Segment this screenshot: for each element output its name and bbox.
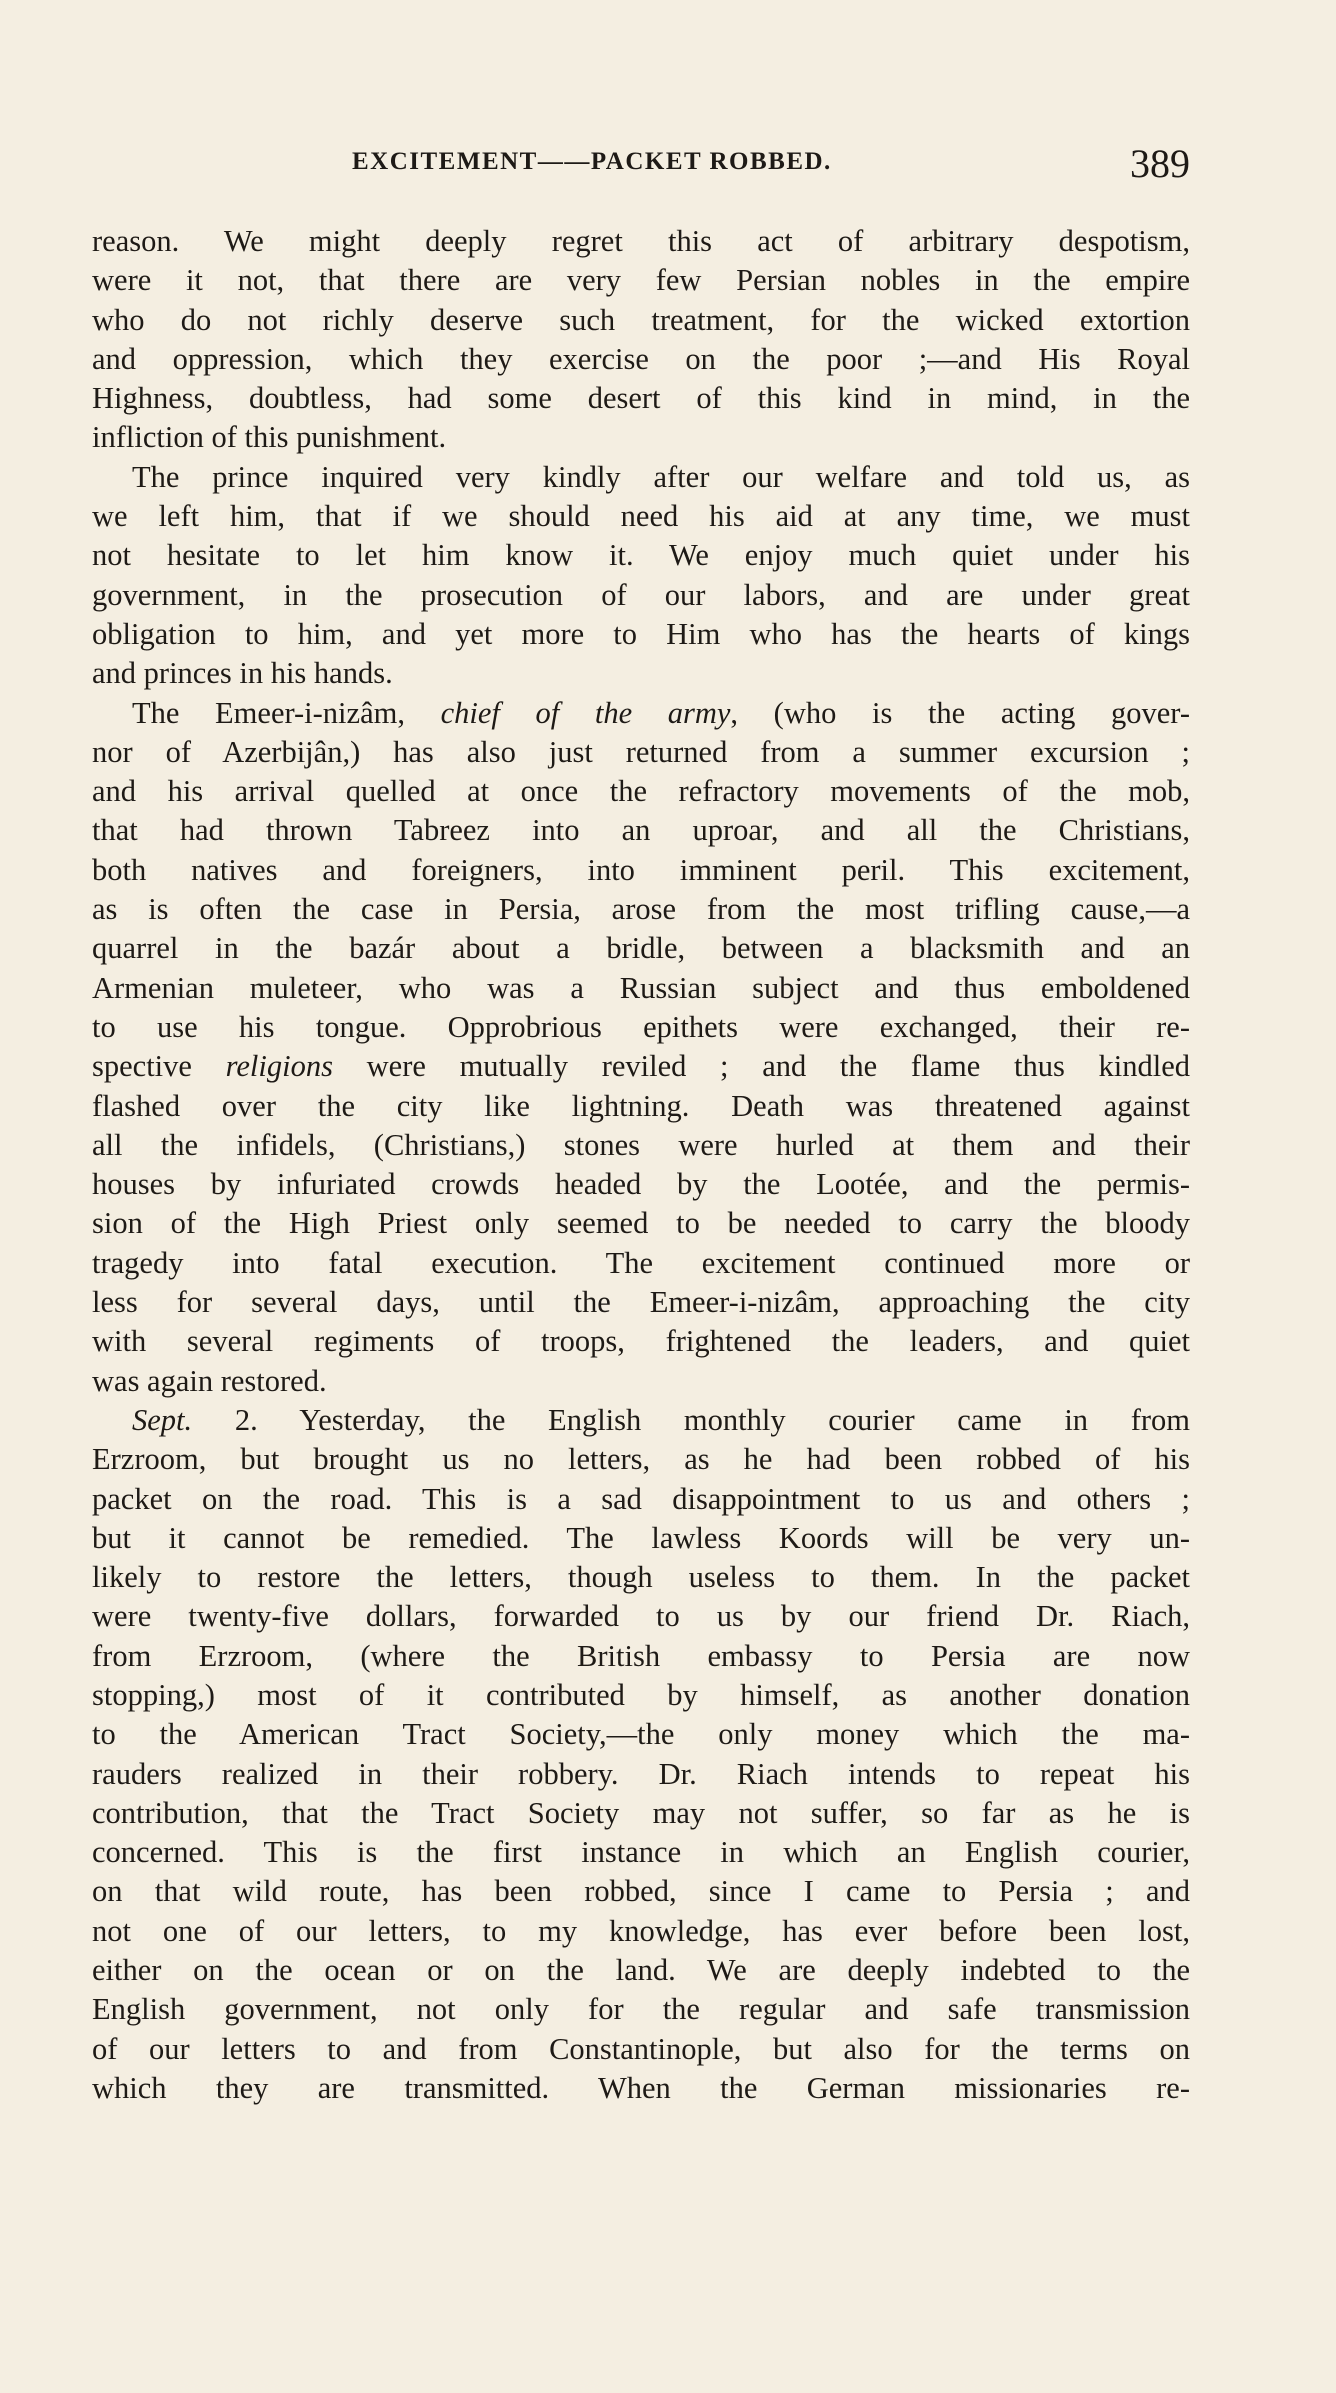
text-line: not hesitate to let him know it. We enjoy much quiet under his <box>92 538 1190 573</box>
text-line: rauders realized in their robbery. Dr. Riach intends to repeat his <box>92 1756 1190 1791</box>
text-line: Highness, doubtless, had some desert of this kind in mind, in the <box>92 381 1190 416</box>
text-line: of our letters to and from Constantinople, but also for the terms on <box>92 2031 1190 2066</box>
text-line: both natives and foreigners, into imminent peril. This excitement, <box>92 852 1190 887</box>
text-line: which they are transmitted. When the German missionaries re- <box>92 2070 1190 2105</box>
italic-sept: Sept. <box>132 1402 193 1437</box>
text-line: less for several days, until the Emeer-i-nizâm, approaching the city <box>92 1285 1190 1320</box>
text-line: packet on the road. This is a sad disappointment to us and others ; <box>92 1481 1190 1516</box>
page-header <box>92 140 1190 188</box>
text-line: as is often the case in Persia, arose from the most trifling cause,—a <box>92 892 1190 927</box>
text-fragment: 2. Yesterday, the English monthly courier came in from <box>192 1402 1190 1437</box>
text-fragment: were mutually reviled ; and the flame thus kindled <box>332 1049 1190 1084</box>
text-line: reason. We might deeply regret this act of arbitrary despotism, <box>92 224 1190 258</box>
text-line: but it cannot be remedied. The lawless Koords will be very un- <box>92 1520 1190 1555</box>
page-number: 389 <box>1130 141 1190 186</box>
text-line: we left him, that if we should need his aid at any time, we must <box>92 499 1190 534</box>
text-line: who do not richly deserve such treatment, for the wicked extortion <box>92 302 1190 337</box>
text-line: tragedy into fatal execution. The excitement continued more or <box>92 1245 1190 1280</box>
text-fragment: , (who is the acting gover- <box>730 695 1190 730</box>
text-line: contribution, that the Tract Society may not suffer, so far as he is <box>92 1795 1190 1830</box>
text-line: obligation to him, and yet more to Him who has the hearts of kings <box>92 616 1190 651</box>
text-line: likely to restore the letters, though useless to them. In the packet <box>92 1560 1190 1595</box>
text-line: houses by infuriated crowds headed by the Lootée, and the permis- <box>92 1167 1190 1202</box>
text-line-with-italic <box>92 1047 1190 1086</box>
text-line: were it not, that there are very few Persian nobles in the empire <box>92 263 1190 298</box>
text-line: and princes in his hands. <box>92 656 393 691</box>
text-line-with-italic <box>92 694 1190 733</box>
text-line: Erzroom, but brought us no letters, as he had been robbed of his <box>92 1442 1190 1477</box>
text-line: with several regiments of troops, frightened the leaders, and quiet <box>92 1324 1190 1359</box>
text-line: were twenty-five dollars, forwarded to us by our friend Dr. Riach, <box>92 1599 1190 1634</box>
text-line: to use his tongue. Opprobrious epithets were exchanged, their re- <box>92 1009 1190 1044</box>
text-line: Armenian muleteer, who was a Russian subject and thus emboldened <box>92 970 1190 1005</box>
text-line: all the infidels, (Christians,) stones were hurled at them and their <box>92 1127 1190 1162</box>
text-line: on that wild route, has been robbed, since I came to Persia ; and <box>92 1874 1190 1909</box>
text-line: stopping,) most of it contributed by himself, as another donation <box>92 1677 1190 1712</box>
text-line: was again restored. <box>92 1363 327 1398</box>
text-fragment: spective <box>92 1049 226 1084</box>
text-line: from Erzroom, (where the British embassy to Persia are now <box>92 1638 1190 1673</box>
text-line: either on the ocean or on the land. We are deeply indebted to the <box>92 1953 1190 1988</box>
text-line: infliction of this punishment. <box>92 420 447 455</box>
text-line: and oppression, which they exercise on the poor ;—and His Royal <box>92 341 1190 376</box>
body-text <box>92 222 1190 2108</box>
running-head: EXCITEMENT——PACKET ROBBED. <box>352 148 832 175</box>
text-line: concerned. This is the first instance in which an English courier, <box>92 1835 1190 1870</box>
text-line: quarrel in the bazár about a bridle, between a blacksmith and an <box>92 931 1190 966</box>
text-line: flashed over the city like lightning. Death was threatened against <box>92 1088 1190 1123</box>
text-line: sion of the High Priest only seemed to be needed to carry the bloody <box>92 1206 1190 1241</box>
text-line: English government, not only for the regular and safe transmission <box>92 1992 1190 2027</box>
text-fragment: The Emeer-i-nizâm, <box>132 695 441 730</box>
text-line: The prince inquired very kindly after our welfare and told us, as <box>132 459 1190 494</box>
text-line: to the American Tract Society,—the only money which the ma- <box>92 1717 1190 1752</box>
text-line: nor of Azerbijân,) has also just returned from a summer excursion ; <box>92 734 1190 769</box>
text-line: and his arrival quelled at once the refractory movements of the mob, <box>92 774 1190 809</box>
text-line: government, in the prosecution of our labors, and are under great <box>92 577 1190 612</box>
italic-religions: religions <box>225 1049 333 1084</box>
text-line: that had thrown Tabreez into an uproar, and all the Christians, <box>92 813 1190 848</box>
text-line: not one of our letters, to my knowledge, has ever before been lost, <box>92 1913 1190 1948</box>
italic-chief-of-the-army: chief of the army <box>440 695 731 730</box>
text-line-with-italic <box>92 1401 1190 1440</box>
